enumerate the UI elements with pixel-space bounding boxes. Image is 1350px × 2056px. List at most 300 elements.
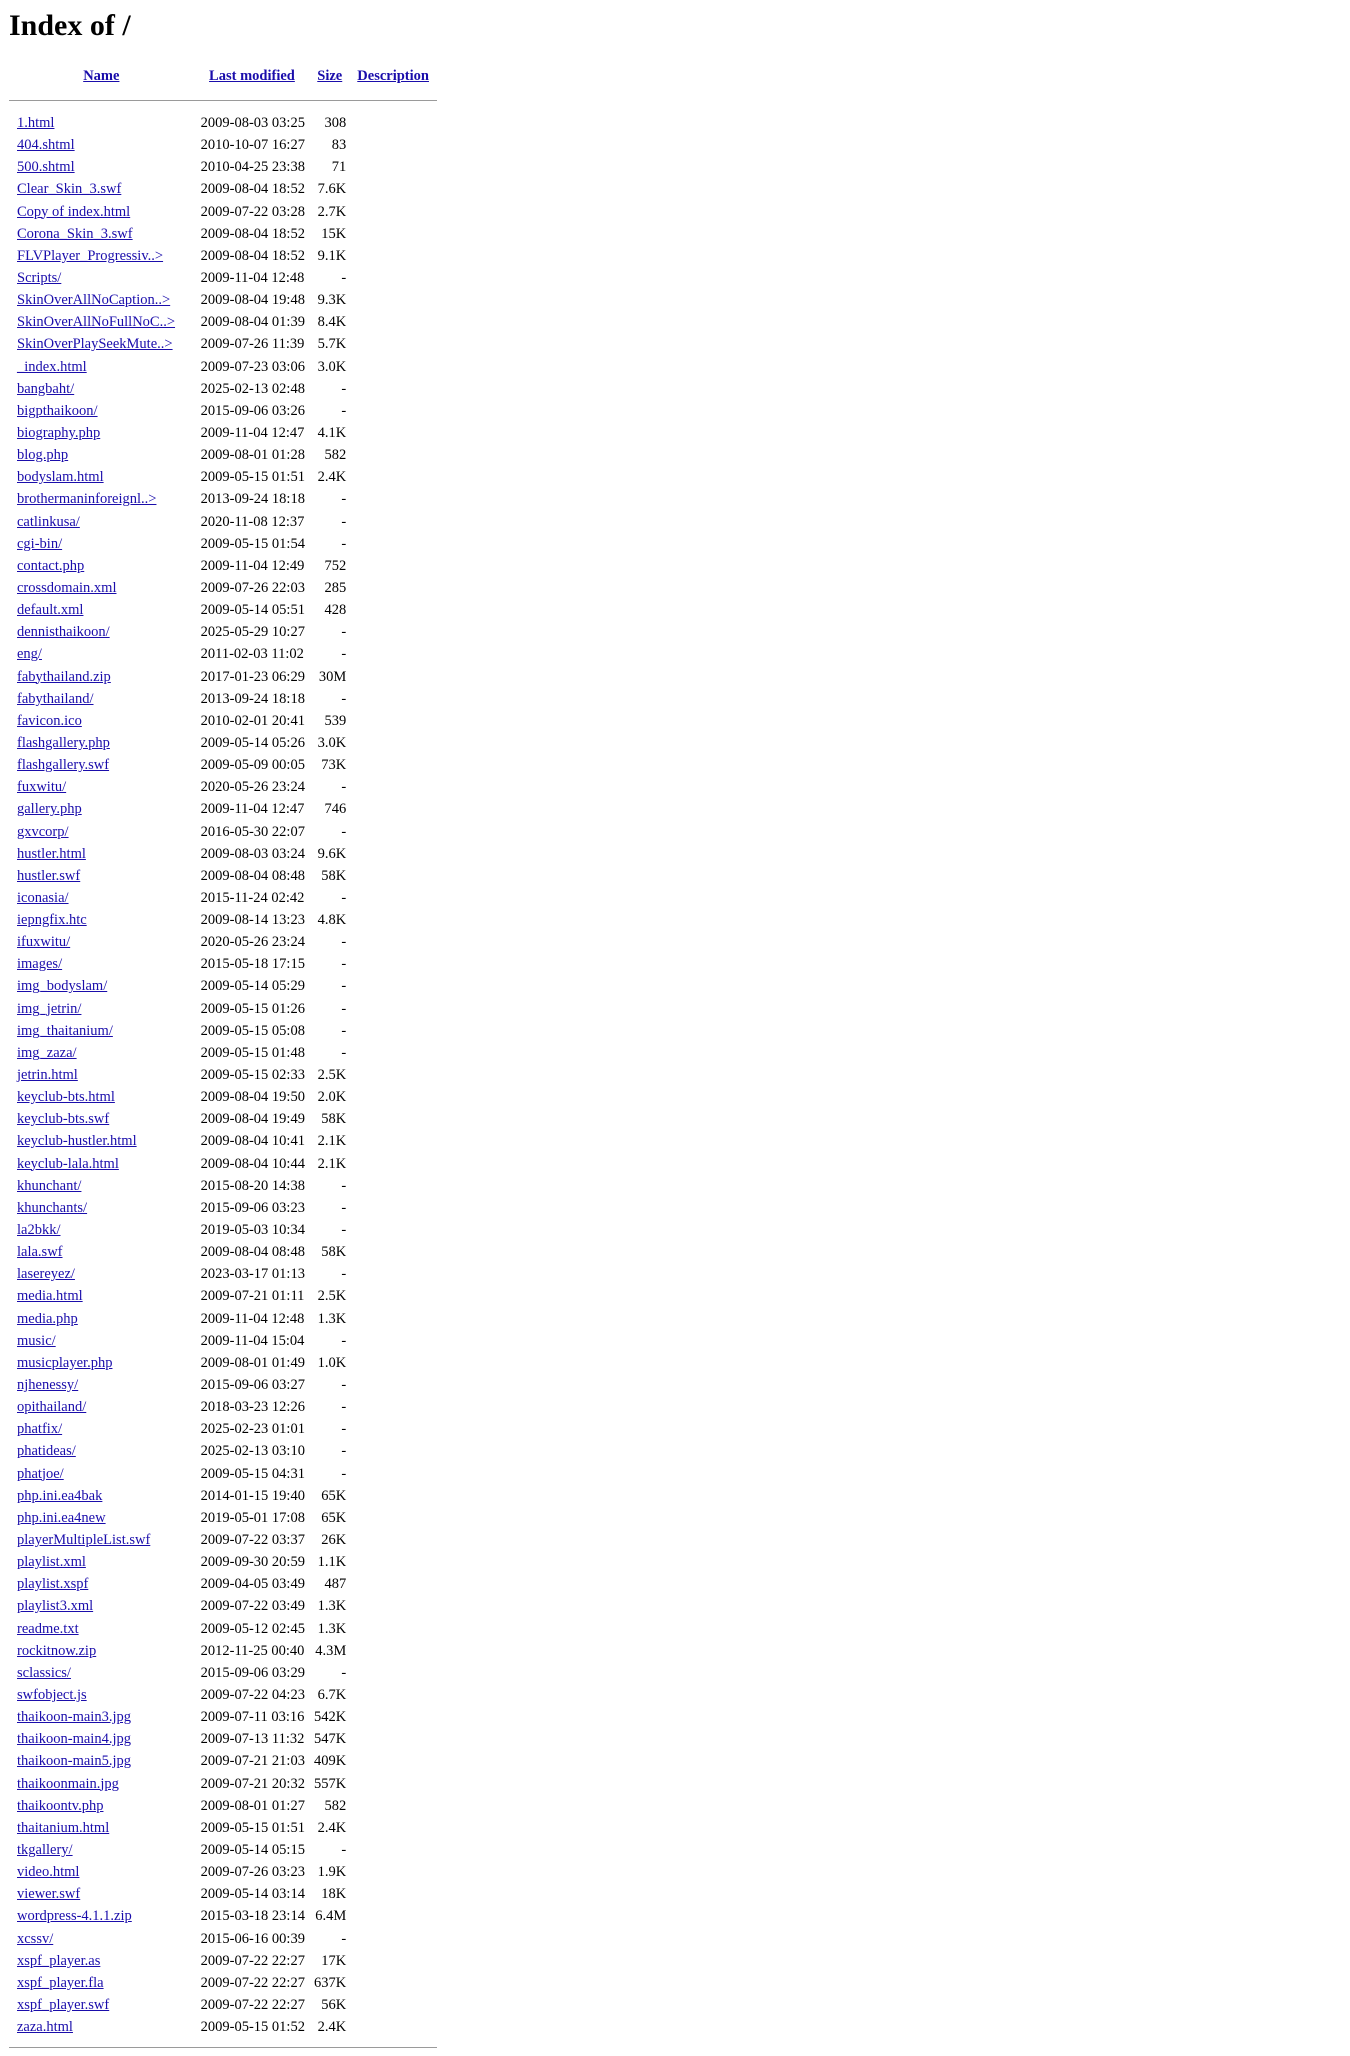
description-cell <box>349 931 437 953</box>
table-row <box>9 1440 437 1462</box>
last-modified-cell: 2025-02-23 01:01 <box>200 1421 305 1438</box>
description-cell <box>349 1507 437 1529</box>
file-link[interactable]: video.html <box>17 1864 80 1881</box>
last-modified-cell: 2012-11-25 00:40 <box>200 1642 305 1659</box>
last-modified-cell: 2019-05-03 10:34 <box>200 1222 305 1239</box>
size-cell: 582 <box>324 1797 347 1814</box>
last-modified-cell: 2009-07-22 22:27 <box>200 1952 305 1969</box>
file-link[interactable]: gxvcorp/ <box>17 823 69 840</box>
size-cell: 17K <box>321 1952 347 1969</box>
file-link[interactable]: keyclub-bts.html <box>17 1089 115 1106</box>
last-modified-cell: 2013-09-24 18:18 <box>200 690 305 707</box>
file-link[interactable]: iconasia/ <box>17 889 69 906</box>
description-cell <box>349 1463 437 1485</box>
size-cell: 539 <box>324 712 347 729</box>
size-cell: 582 <box>324 447 347 464</box>
table-row <box>9 1905 437 1927</box>
file-link[interactable]: catlinkusa/ <box>17 513 80 530</box>
file-name-cell <box>9 1440 194 1462</box>
last-modified-cell: 2009-08-04 08:48 <box>200 867 305 884</box>
table-row <box>9 1285 437 1307</box>
size-cell: 1.9K <box>317 1864 347 1881</box>
file-name-cell <box>9 1529 194 1551</box>
file-link[interactable]: playlist.xspf <box>17 1576 89 1593</box>
last-modified-cell: 2009-05-14 05:15 <box>200 1841 305 1858</box>
table-row <box>9 156 437 178</box>
file-name-cell <box>9 201 194 223</box>
size-cell: 2.1K <box>317 1133 347 1150</box>
description-cell <box>349 533 437 555</box>
file-link[interactable]: hustler.swf <box>17 867 81 884</box>
last-modified-cell: 2020-11-08 12:37 <box>200 513 305 530</box>
file-link[interactable]: brothermaninforeignl..> <box>17 491 157 508</box>
footer-divider <box>9 2047 437 2048</box>
description-cell <box>349 178 437 200</box>
file-name-cell <box>9 1595 194 1617</box>
table-row <box>9 1020 437 1042</box>
size-cell: - <box>341 1664 347 1681</box>
file-link[interactable]: thaikoon-main5.jpg <box>17 1753 131 1770</box>
file-link[interactable]: SkinOverAllNoFullNoC..> <box>17 314 176 331</box>
last-modified-cell: 2009-05-15 01:54 <box>200 535 305 552</box>
file-link[interactable]: playlist3.xml <box>17 1598 94 1615</box>
file-link[interactable]: 404.shtml <box>17 137 75 154</box>
table-row <box>9 1042 437 1064</box>
file-link[interactable]: php.ini.ea4bak <box>17 1487 103 1504</box>
last-modified-cell: 2009-11-04 12:49 <box>200 557 305 574</box>
file-link[interactable]: thaikoon-main3.jpg <box>17 1709 131 1726</box>
last-modified-cell: 2009-08-01 01:28 <box>200 447 305 464</box>
table-row <box>9 1219 437 1241</box>
size-cell: - <box>341 889 347 906</box>
file-link[interactable]: keyclub-lala.html <box>17 1155 119 1172</box>
description-cell <box>349 1086 437 1108</box>
file-link[interactable]: Corona_Skin_3.swf <box>17 225 133 242</box>
file-link[interactable]: FLVPlayer_Progressiv..> <box>17 247 164 264</box>
file-link[interactable]: phatjoe/ <box>17 1465 64 1482</box>
table-row <box>9 1706 437 1728</box>
size-cell: 83 <box>331 137 347 154</box>
table-row <box>9 533 437 555</box>
size-cell: 9.6K <box>317 845 347 862</box>
file-link[interactable]: musicplayer.php <box>17 1354 113 1371</box>
file-link[interactable]: playerMultipleList.swf <box>17 1532 151 1548</box>
file-link[interactable]: php.ini.ea4new <box>17 1509 106 1526</box>
sort-by-last-modified-link[interactable]: Last modified <box>209 68 295 84</box>
table-row <box>9 1573 437 1595</box>
last-modified-cell: 2025-02-13 02:48 <box>200 380 305 397</box>
file-link[interactable]: Copy of index.html <box>17 203 131 220</box>
file-link[interactable]: tkgallery/ <box>17 1841 73 1858</box>
file-link[interactable]: thaikoon-main4.jpg <box>17 1731 131 1748</box>
file-link[interactable]: 500.shtml <box>17 159 75 176</box>
last-modified-cell: 2009-04-05 03:49 <box>200 1576 305 1593</box>
file-list <box>9 112 437 2038</box>
table-row <box>9 1994 437 2016</box>
description-cell <box>349 1130 437 1152</box>
description-cell <box>349 1263 437 1285</box>
table-row <box>9 1241 437 1263</box>
size-cell: - <box>341 269 347 286</box>
file-name-cell <box>9 289 194 311</box>
table-row <box>9 1507 437 1529</box>
size-cell: 65K <box>321 1487 347 1504</box>
last-modified-cell: 2016-05-30 22:07 <box>200 823 305 840</box>
file-link[interactable]: img_bodyslam/ <box>17 978 108 995</box>
file-name-cell <box>9 245 194 267</box>
file-link[interactable]: phatideas/ <box>17 1443 76 1460</box>
description-cell <box>349 1928 437 1950</box>
file-name-cell <box>9 333 194 355</box>
description-cell <box>349 1750 437 1772</box>
size-cell: 9.3K <box>317 292 347 309</box>
description-cell <box>349 643 437 665</box>
file-name-cell <box>9 1640 194 1662</box>
last-modified-cell: 2009-07-22 03:37 <box>200 1532 305 1548</box>
last-modified-cell: 2009-05-15 05:08 <box>200 1022 305 1039</box>
description-cell <box>349 621 437 643</box>
table-row <box>9 1950 437 1972</box>
file-link[interactable]: fuxwitu/ <box>17 779 67 796</box>
size-cell: 2.5K <box>317 1288 347 1305</box>
file-link[interactable]: SkinOverPlaySeekMute..> <box>17 336 173 353</box>
file-link[interactable]: img_zaza/ <box>17 1044 77 1061</box>
file-link[interactable]: eng/ <box>17 646 42 663</box>
description-cell <box>349 1883 437 1905</box>
file-link[interactable]: fabythailand/ <box>17 690 94 707</box>
file-link[interactable]: opithailand/ <box>17 1399 87 1416</box>
table-row <box>9 289 437 311</box>
description-cell <box>349 1153 437 1175</box>
table-row <box>9 2016 437 2038</box>
table-row <box>9 555 437 577</box>
last-modified-cell: 2009-05-15 04:31 <box>200 1465 305 1482</box>
file-name-cell <box>9 1706 194 1728</box>
last-modified-cell: 2015-09-06 03:27 <box>200 1377 305 1394</box>
file-name-cell <box>9 356 194 378</box>
file-name-cell <box>9 666 194 688</box>
description-cell <box>349 1485 437 1507</box>
file-link[interactable]: la2bkk/ <box>17 1222 61 1239</box>
column-header-size <box>310 64 349 88</box>
last-modified-cell: 2009-05-15 01:26 <box>200 1000 305 1017</box>
file-name-cell <box>9 511 194 533</box>
file-link[interactable]: img_thaitanium/ <box>17 1022 113 1039</box>
file-name-cell <box>9 732 194 754</box>
table-row <box>9 1485 437 1507</box>
last-modified-cell: 2009-07-23 03:06 <box>200 358 305 375</box>
description-cell <box>349 1175 437 1197</box>
size-cell: 15K <box>321 225 347 242</box>
file-link[interactable]: favicon.ico <box>17 712 82 729</box>
table-row <box>9 1175 437 1197</box>
file-link[interactable]: xcssv/ <box>17 1930 54 1947</box>
file-name-cell <box>9 710 194 732</box>
file-name-cell <box>9 1485 194 1507</box>
file-link[interactable]: bigpthaikoon/ <box>17 402 98 419</box>
file-link[interactable]: phatfix/ <box>17 1421 63 1438</box>
last-modified-cell: 2009-08-03 03:25 <box>200 115 305 131</box>
description-cell <box>349 1374 437 1396</box>
header-divider <box>9 100 437 101</box>
file-name-cell <box>9 1308 194 1330</box>
file-link[interactable]: keyclub-hustler.html <box>17 1133 137 1150</box>
size-cell: - <box>341 823 347 840</box>
description-cell <box>349 201 437 223</box>
table-row <box>9 378 437 400</box>
file-link[interactable]: iepngfix.htc <box>17 912 87 929</box>
file-name-cell <box>9 1463 194 1485</box>
last-modified-cell: 2020-05-26 23:24 <box>200 934 305 951</box>
last-modified-cell: 2009-09-30 20:59 <box>200 1554 305 1571</box>
file-name-cell <box>9 909 194 931</box>
last-modified-cell: 2015-08-20 14:38 <box>200 1177 305 1194</box>
description-cell <box>349 1219 437 1241</box>
table-row <box>9 843 437 865</box>
table-row <box>9 1197 437 1219</box>
last-modified-cell: 2009-11-04 12:47 <box>200 424 305 441</box>
description-cell <box>349 710 437 732</box>
last-modified-cell: 2015-05-18 17:15 <box>200 956 305 973</box>
file-link[interactable]: xspf_player.swf <box>17 1996 110 2013</box>
file-link[interactable]: wordpress-4.1.1.zip <box>17 1908 132 1925</box>
table-row <box>9 1330 437 1352</box>
file-link[interactable]: readme.txt <box>17 1620 79 1637</box>
file-name-cell <box>9 1020 194 1042</box>
table-row <box>9 178 437 200</box>
file-link[interactable]: flashgallery.php <box>17 734 110 751</box>
file-table <box>9 64 437 2056</box>
description-cell <box>349 798 437 820</box>
file-link[interactable]: flashgallery.swf <box>17 757 110 774</box>
size-cell: 73K <box>321 757 347 774</box>
size-cell: 1.3K <box>317 1598 347 1615</box>
table-row <box>9 245 437 267</box>
file-link[interactable]: xspf_player.as <box>17 1952 101 1969</box>
size-cell: 2.1K <box>317 1155 347 1172</box>
size-cell: - <box>341 1022 347 1039</box>
file-name-cell <box>9 1817 194 1839</box>
last-modified-cell: 2023-03-17 01:13 <box>200 1266 305 1283</box>
file-link[interactable]: contact.php <box>17 557 85 574</box>
file-name-cell <box>9 1352 194 1374</box>
size-cell: - <box>341 1841 347 1858</box>
size-cell: 4.3M <box>315 1642 347 1659</box>
file-link[interactable]: ifuxwitu/ <box>17 934 71 951</box>
last-modified-cell: 2009-08-04 19:49 <box>200 1111 305 1128</box>
description-cell <box>349 1573 437 1595</box>
last-modified-cell: 2009-07-22 22:27 <box>200 1996 305 2013</box>
footer-separator-row <box>9 2038 437 2056</box>
file-name-cell <box>9 1994 194 2016</box>
table-row <box>9 975 437 997</box>
file-link[interactable]: dennisthaikoon/ <box>17 624 110 641</box>
file-link[interactable]: cgi-bin/ <box>17 535 63 552</box>
file-name-cell <box>9 1551 194 1573</box>
file-link[interactable]: media.html <box>17 1288 83 1305</box>
description-cell <box>349 1440 437 1462</box>
file-link[interactable]: Clear_Skin_3.swf <box>17 181 122 198</box>
size-cell: 409K <box>314 1753 347 1770</box>
table-row <box>9 577 437 599</box>
description-cell <box>349 1972 437 1994</box>
description-cell <box>349 998 437 1020</box>
size-cell: - <box>341 1177 347 1194</box>
table-row <box>9 865 437 887</box>
description-cell <box>349 311 437 333</box>
description-cell <box>349 666 437 688</box>
description-cell <box>349 1551 437 1573</box>
table-row <box>9 1396 437 1418</box>
file-name-cell <box>9 1042 194 1064</box>
last-modified-cell: 2009-08-04 19:48 <box>200 292 305 309</box>
last-modified-cell: 2009-11-04 12:48 <box>200 269 305 286</box>
table-row <box>9 1595 437 1617</box>
file-link[interactable]: Scripts/ <box>17 269 62 286</box>
sort-by-description-link[interactable]: Description <box>357 68 429 84</box>
last-modified-cell: 2009-05-12 02:45 <box>200 1620 305 1637</box>
file-link[interactable]: khunchant/ <box>17 1177 82 1194</box>
last-modified-cell: 2009-07-26 22:03 <box>200 579 305 596</box>
file-link[interactable]: lasereyez/ <box>17 1266 75 1283</box>
file-link[interactable]: hustler.html <box>17 845 86 862</box>
file-link[interactable]: thaikoonmain.jpg <box>17 1775 119 1792</box>
file-name-cell <box>9 1795 194 1817</box>
table-row <box>9 953 437 975</box>
file-link[interactable]: default.xml <box>17 602 84 619</box>
file-link[interactable]: thaikoontv.php <box>17 1797 104 1814</box>
file-link[interactable]: njhenessy/ <box>17 1377 79 1394</box>
table-row <box>9 422 437 444</box>
table-row <box>9 887 437 909</box>
file-name-cell <box>9 178 194 200</box>
size-cell: 1.3K <box>317 1310 347 1327</box>
file-link[interactable]: xspf_player.fla <box>17 1974 104 1991</box>
size-cell: 5.7K <box>317 336 347 353</box>
description-cell <box>349 776 437 798</box>
description-cell <box>349 1861 437 1883</box>
file-link[interactable]: thaitanium.html <box>17 1819 110 1836</box>
description-cell <box>349 1618 437 1640</box>
file-link[interactable]: khunchants/ <box>17 1199 88 1216</box>
table-row <box>9 1795 437 1817</box>
file-name-cell <box>9 555 194 577</box>
table-row <box>9 333 437 355</box>
table-row <box>9 909 437 931</box>
description-cell <box>349 156 437 178</box>
file-link[interactable]: images/ <box>17 956 63 973</box>
table-row <box>9 511 437 533</box>
size-cell: 58K <box>321 1111 347 1128</box>
last-modified-cell: 2009-08-04 10:41 <box>200 1133 305 1150</box>
sort-by-size-link[interactable]: Size <box>317 68 343 84</box>
file-link[interactable]: _index.html <box>17 358 87 375</box>
last-modified-cell: 2009-07-22 03:28 <box>200 203 305 220</box>
file-name-cell <box>9 998 194 1020</box>
file-link[interactable]: lala.swf <box>17 1244 63 1261</box>
file-name-cell <box>9 776 194 798</box>
table-row <box>9 1086 437 1108</box>
file-link[interactable]: SkinOverAllNoCaption..> <box>17 292 171 309</box>
file-link[interactable]: zaza.html <box>17 2019 73 2036</box>
description-cell <box>349 1352 437 1374</box>
size-cell: 1.3K <box>317 1620 347 1637</box>
description-cell <box>349 2016 437 2038</box>
file-link[interactable]: 1.html <box>17 115 55 131</box>
file-link[interactable]: viewer.swf <box>17 1886 81 1903</box>
last-modified-cell: 2009-07-11 03:16 <box>200 1709 305 1726</box>
description-cell <box>349 732 437 754</box>
size-cell: - <box>341 1465 347 1482</box>
file-name-cell <box>9 1618 194 1640</box>
size-cell: - <box>341 779 347 796</box>
sort-by-name-link[interactable]: Name <box>83 68 120 84</box>
file-link[interactable]: sclassics/ <box>17 1664 71 1681</box>
file-link[interactable]: gallery.php <box>17 801 82 818</box>
description-cell <box>349 688 437 710</box>
last-modified-cell: 2009-05-15 01:52 <box>200 2019 305 2036</box>
last-modified-cell: 2009-08-14 13:23 <box>200 912 305 929</box>
file-name-cell <box>9 1950 194 1972</box>
file-link[interactable]: biography.php <box>17 424 101 441</box>
last-modified-cell: 2009-08-04 18:52 <box>200 181 305 198</box>
description-cell <box>349 821 437 843</box>
file-link[interactable]: crossdomain.xml <box>17 579 117 596</box>
file-link[interactable]: bangbaht/ <box>17 380 75 397</box>
last-modified-cell: 2009-08-03 03:24 <box>200 845 305 862</box>
size-cell: 30M <box>318 668 347 685</box>
file-link[interactable]: bodyslam.html <box>17 469 104 486</box>
size-cell: - <box>341 624 347 641</box>
file-link[interactable]: fabythailand.zip <box>17 668 111 685</box>
last-modified-cell: 2019-05-01 17:08 <box>200 1509 305 1526</box>
last-modified-cell: 2009-07-21 21:03 <box>200 1753 305 1770</box>
description-cell <box>349 134 437 156</box>
size-cell: - <box>341 513 347 530</box>
last-modified-cell: 2015-09-06 03:26 <box>200 402 305 419</box>
file-link[interactable]: media.php <box>17 1310 78 1327</box>
file-name-cell <box>9 112 194 134</box>
last-modified-cell: 2015-11-24 02:42 <box>200 889 305 906</box>
description-cell <box>349 1396 437 1418</box>
file-name-cell <box>9 466 194 488</box>
file-name-cell <box>9 865 194 887</box>
last-modified-cell: 2009-05-15 01:51 <box>200 1819 305 1836</box>
size-cell: - <box>341 934 347 951</box>
file-link[interactable]: jetrin.html <box>17 1067 78 1084</box>
file-name-cell <box>9 821 194 843</box>
file-link[interactable]: blog.php <box>17 447 69 464</box>
file-link[interactable]: img_jetrin/ <box>17 1000 82 1017</box>
column-header-description <box>349 64 437 88</box>
table-row <box>9 732 437 754</box>
file-link[interactable]: swfobject.js <box>17 1686 87 1703</box>
table-row <box>9 1728 437 1750</box>
file-link[interactable]: keyclub-bts.swf <box>17 1111 110 1128</box>
file-name-cell <box>9 577 194 599</box>
file-link[interactable]: playlist.xml <box>17 1554 86 1571</box>
size-cell: - <box>341 1443 347 1460</box>
description-cell <box>349 1950 437 1972</box>
file-link[interactable]: rockitnow.zip <box>17 1642 97 1659</box>
file-name-cell <box>9 1396 194 1418</box>
size-cell: 1.1K <box>317 1554 347 1571</box>
file-name-cell <box>9 400 194 422</box>
last-modified-cell: 2010-04-25 23:38 <box>200 159 305 176</box>
last-modified-cell: 2009-08-04 18:52 <box>200 225 305 242</box>
file-link[interactable]: music/ <box>17 1332 56 1349</box>
last-modified-cell: 2014-01-15 19:40 <box>200 1487 305 1504</box>
